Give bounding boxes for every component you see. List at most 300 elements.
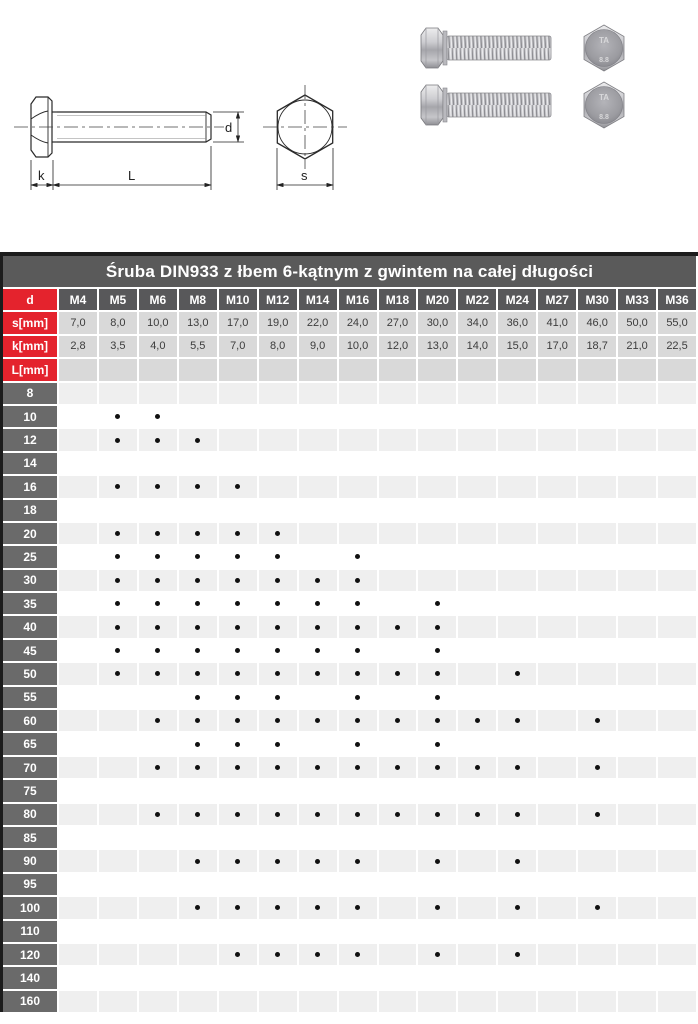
availability-25-m30 bbox=[578, 546, 616, 567]
availability-8-m30 bbox=[578, 383, 616, 404]
availability-dot bbox=[195, 718, 200, 723]
availability-dot bbox=[195, 554, 200, 559]
availability-80-m22 bbox=[458, 804, 496, 825]
availability-60-m6 bbox=[139, 710, 177, 731]
availability-120-m24 bbox=[498, 944, 536, 965]
length-label-55: 55 bbox=[3, 687, 57, 708]
availability-30-m24 bbox=[498, 570, 536, 591]
l-header-spacer-m20 bbox=[418, 359, 456, 380]
availability-30-m12 bbox=[259, 570, 297, 591]
availability-12-m8 bbox=[179, 429, 217, 450]
availability-20-m6 bbox=[139, 523, 177, 544]
availability-dot bbox=[435, 742, 440, 747]
availability-8-m27 bbox=[538, 383, 576, 404]
availability-120-m4 bbox=[59, 944, 97, 965]
availability-90-m14 bbox=[299, 850, 337, 871]
availability-55-m14 bbox=[299, 687, 337, 708]
availability-50-m4 bbox=[59, 663, 97, 684]
availability-110-m5 bbox=[99, 921, 137, 942]
availability-35-m8 bbox=[179, 593, 217, 614]
availability-140-m16 bbox=[339, 967, 377, 988]
availability-100-m10 bbox=[219, 897, 257, 918]
availability-dot bbox=[435, 905, 440, 910]
availability-75-m14 bbox=[299, 780, 337, 801]
availability-110-m12 bbox=[259, 921, 297, 942]
availability-80-m27 bbox=[538, 804, 576, 825]
availability-75-m10 bbox=[219, 780, 257, 801]
availability-70-m5 bbox=[99, 757, 137, 778]
availability-dot bbox=[275, 671, 280, 676]
availability-110-m8 bbox=[179, 921, 217, 942]
availability-10-m30 bbox=[578, 406, 616, 427]
k-value-m36: 22,5 bbox=[658, 336, 696, 357]
availability-dot bbox=[155, 438, 160, 443]
availability-dot bbox=[155, 812, 160, 817]
availability-110-m36 bbox=[658, 921, 696, 942]
availability-85-m14 bbox=[299, 827, 337, 848]
availability-95-m10 bbox=[219, 874, 257, 895]
availability-dot bbox=[195, 765, 200, 770]
availability-120-m18 bbox=[379, 944, 417, 965]
l-header-spacer-m12 bbox=[259, 359, 297, 380]
availability-14-m24 bbox=[498, 453, 536, 474]
availability-dot bbox=[155, 648, 160, 653]
bolt-photo-head-2 bbox=[584, 82, 624, 128]
availability-16-m22 bbox=[458, 476, 496, 497]
availability-30-m14 bbox=[299, 570, 337, 591]
availability-100-m4 bbox=[59, 897, 97, 918]
availability-20-m4 bbox=[59, 523, 97, 544]
availability-70-m18 bbox=[379, 757, 417, 778]
availability-80-m16 bbox=[339, 804, 377, 825]
availability-10-m10 bbox=[219, 406, 257, 427]
availability-18-m4 bbox=[59, 500, 97, 521]
availability-35-m36 bbox=[658, 593, 696, 614]
availability-30-m8 bbox=[179, 570, 217, 591]
availability-14-m36 bbox=[658, 453, 696, 474]
availability-12-m14 bbox=[299, 429, 337, 450]
availability-40-m18 bbox=[379, 616, 417, 637]
k-value-m12: 8,0 bbox=[259, 336, 297, 357]
din933-table bbox=[0, 252, 698, 1012]
availability-dot bbox=[515, 952, 520, 957]
top-section bbox=[0, 0, 698, 252]
availability-95-m16 bbox=[339, 874, 377, 895]
l-header-spacer-m5 bbox=[99, 359, 137, 380]
availability-65-m5 bbox=[99, 733, 137, 754]
availability-dot bbox=[355, 859, 360, 864]
availability-60-m20 bbox=[418, 710, 456, 731]
availability-55-m4 bbox=[59, 687, 97, 708]
availability-85-m33 bbox=[618, 827, 656, 848]
availability-40-m8 bbox=[179, 616, 217, 637]
availability-45-m24 bbox=[498, 640, 536, 661]
availability-160-m6 bbox=[139, 991, 177, 1012]
availability-70-m8 bbox=[179, 757, 217, 778]
availability-dot bbox=[275, 812, 280, 817]
availability-90-m10 bbox=[219, 850, 257, 871]
availability-dot bbox=[595, 905, 600, 910]
availability-dot bbox=[155, 578, 160, 583]
availability-dot bbox=[115, 601, 120, 606]
length-label-60: 60 bbox=[3, 710, 57, 731]
availability-dot bbox=[315, 952, 320, 957]
availability-140-m5 bbox=[99, 967, 137, 988]
availability-dot bbox=[435, 625, 440, 630]
length-label-90: 90 bbox=[3, 850, 57, 871]
availability-100-m16 bbox=[339, 897, 377, 918]
availability-dot bbox=[115, 484, 120, 489]
availability-30-m4 bbox=[59, 570, 97, 591]
length-label-95: 95 bbox=[3, 874, 57, 895]
head-stamp-brand: TA bbox=[598, 36, 610, 45]
availability-16-m14 bbox=[299, 476, 337, 497]
availability-dot bbox=[195, 859, 200, 864]
availability-dot bbox=[435, 718, 440, 723]
availability-35-m20 bbox=[418, 593, 456, 614]
length-label-160: 160 bbox=[3, 991, 57, 1012]
availability-8-m22 bbox=[458, 383, 496, 404]
availability-dot bbox=[195, 438, 200, 443]
availability-dot bbox=[275, 742, 280, 747]
availability-80-m5 bbox=[99, 804, 137, 825]
availability-dot bbox=[275, 578, 280, 583]
availability-14-m18 bbox=[379, 453, 417, 474]
availability-12-m6 bbox=[139, 429, 177, 450]
k-value-m22: 14,0 bbox=[458, 336, 496, 357]
availability-25-m36 bbox=[658, 546, 696, 567]
availability-75-m33 bbox=[618, 780, 656, 801]
availability-70-m27 bbox=[538, 757, 576, 778]
availability-dot bbox=[355, 742, 360, 747]
din-table-grid bbox=[3, 289, 696, 1012]
availability-20-m33 bbox=[618, 523, 656, 544]
availability-90-m8 bbox=[179, 850, 217, 871]
availability-dot bbox=[275, 601, 280, 606]
availability-90-m33 bbox=[618, 850, 656, 871]
availability-dot bbox=[235, 578, 240, 583]
s-value-m14: 22,0 bbox=[299, 312, 337, 333]
availability-dot bbox=[395, 765, 400, 770]
availability-100-m20 bbox=[418, 897, 456, 918]
availability-85-m10 bbox=[219, 827, 257, 848]
availability-10-m20 bbox=[418, 406, 456, 427]
col-header-m4: M4 bbox=[59, 289, 97, 310]
availability-14-m4 bbox=[59, 453, 97, 474]
availability-75-m20 bbox=[418, 780, 456, 801]
availability-80-m14 bbox=[299, 804, 337, 825]
availability-25-m22 bbox=[458, 546, 496, 567]
availability-85-m16 bbox=[339, 827, 377, 848]
availability-30-m30 bbox=[578, 570, 616, 591]
availability-dot bbox=[275, 531, 280, 536]
availability-dot bbox=[395, 671, 400, 676]
availability-8-m33 bbox=[618, 383, 656, 404]
availability-100-m36 bbox=[658, 897, 696, 918]
availability-50-m30 bbox=[578, 663, 616, 684]
availability-100-m30 bbox=[578, 897, 616, 918]
availability-70-m33 bbox=[618, 757, 656, 778]
availability-50-m20 bbox=[418, 663, 456, 684]
availability-dot bbox=[115, 671, 120, 676]
availability-95-m36 bbox=[658, 874, 696, 895]
availability-8-m16 bbox=[339, 383, 377, 404]
availability-dot bbox=[595, 765, 600, 770]
availability-10-m24 bbox=[498, 406, 536, 427]
availability-dot bbox=[515, 859, 520, 864]
s-value-m30: 46,0 bbox=[578, 312, 616, 333]
availability-20-m5 bbox=[99, 523, 137, 544]
availability-160-m24 bbox=[498, 991, 536, 1012]
availability-12-m36 bbox=[658, 429, 696, 450]
s-value-m5: 8,0 bbox=[99, 312, 137, 333]
availability-95-m8 bbox=[179, 874, 217, 895]
length-label-12: 12 bbox=[3, 429, 57, 450]
s-value-m4: 7,0 bbox=[59, 312, 97, 333]
availability-30-m27 bbox=[538, 570, 576, 591]
availability-70-m30 bbox=[578, 757, 616, 778]
availability-30-m20 bbox=[418, 570, 456, 591]
bolt-photo-side-2 bbox=[421, 85, 551, 125]
availability-95-m12 bbox=[259, 874, 297, 895]
availability-60-m10 bbox=[219, 710, 257, 731]
availability-dot bbox=[115, 414, 120, 419]
availability-12-m5 bbox=[99, 429, 137, 450]
availability-40-m5 bbox=[99, 616, 137, 637]
availability-dot bbox=[155, 718, 160, 723]
availability-60-m36 bbox=[658, 710, 696, 731]
availability-40-m14 bbox=[299, 616, 337, 637]
s-value-m36: 55,0 bbox=[658, 312, 696, 333]
availability-140-m27 bbox=[538, 967, 576, 988]
k-value-m18: 12,0 bbox=[379, 336, 417, 357]
availability-18-m22 bbox=[458, 500, 496, 521]
availability-110-m33 bbox=[618, 921, 656, 942]
availability-100-m24 bbox=[498, 897, 536, 918]
availability-35-m6 bbox=[139, 593, 177, 614]
availability-160-m30 bbox=[578, 991, 616, 1012]
availability-8-m24 bbox=[498, 383, 536, 404]
k-value-m27: 17,0 bbox=[538, 336, 576, 357]
s-value-m24: 36,0 bbox=[498, 312, 536, 333]
availability-dot bbox=[595, 812, 600, 817]
availability-35-m4 bbox=[59, 593, 97, 614]
availability-dot bbox=[115, 554, 120, 559]
availability-25-m18 bbox=[379, 546, 417, 567]
availability-14-m22 bbox=[458, 453, 496, 474]
availability-dot bbox=[235, 554, 240, 559]
availability-30-m33 bbox=[618, 570, 656, 591]
availability-55-m30 bbox=[578, 687, 616, 708]
availability-70-m22 bbox=[458, 757, 496, 778]
availability-45-m6 bbox=[139, 640, 177, 661]
availability-dot bbox=[155, 765, 160, 770]
availability-12-m20 bbox=[418, 429, 456, 450]
availability-dot bbox=[315, 812, 320, 817]
availability-55-m24 bbox=[498, 687, 536, 708]
l-header-spacer-m10 bbox=[219, 359, 257, 380]
availability-35-m16 bbox=[339, 593, 377, 614]
dimension-label-s: s bbox=[301, 168, 308, 183]
availability-16-m20 bbox=[418, 476, 456, 497]
availability-160-m18 bbox=[379, 991, 417, 1012]
availability-16-m27 bbox=[538, 476, 576, 497]
availability-65-m16 bbox=[339, 733, 377, 754]
availability-18-m30 bbox=[578, 500, 616, 521]
availability-100-m5 bbox=[99, 897, 137, 918]
availability-90-m18 bbox=[379, 850, 417, 871]
availability-80-m36 bbox=[658, 804, 696, 825]
availability-100-m22 bbox=[458, 897, 496, 918]
availability-95-m22 bbox=[458, 874, 496, 895]
availability-110-m18 bbox=[379, 921, 417, 942]
availability-40-m22 bbox=[458, 616, 496, 637]
availability-40-m12 bbox=[259, 616, 297, 637]
availability-14-m8 bbox=[179, 453, 217, 474]
availability-75-m27 bbox=[538, 780, 576, 801]
availability-20-m20 bbox=[418, 523, 456, 544]
availability-dot bbox=[195, 601, 200, 606]
k-row-label: k[mm] bbox=[3, 336, 57, 357]
availability-35-m5 bbox=[99, 593, 137, 614]
col-header-m27: M27 bbox=[538, 289, 576, 310]
availability-8-m18 bbox=[379, 383, 417, 404]
availability-100-m14 bbox=[299, 897, 337, 918]
availability-18-m36 bbox=[658, 500, 696, 521]
s-value-m8: 13,0 bbox=[179, 312, 217, 333]
s-value-m18: 27,0 bbox=[379, 312, 417, 333]
availability-14-m12 bbox=[259, 453, 297, 474]
availability-40-m36 bbox=[658, 616, 696, 637]
col-header-m5: M5 bbox=[99, 289, 137, 310]
availability-30-m5 bbox=[99, 570, 137, 591]
availability-dot bbox=[435, 812, 440, 817]
availability-dot bbox=[355, 671, 360, 676]
availability-120-m36 bbox=[658, 944, 696, 965]
availability-dot bbox=[115, 531, 120, 536]
availability-dot bbox=[315, 718, 320, 723]
length-label-14: 14 bbox=[3, 453, 57, 474]
availability-70-m6 bbox=[139, 757, 177, 778]
availability-55-m22 bbox=[458, 687, 496, 708]
availability-40-m27 bbox=[538, 616, 576, 637]
availability-10-m12 bbox=[259, 406, 297, 427]
k-value-m16: 10,0 bbox=[339, 336, 377, 357]
availability-12-m22 bbox=[458, 429, 496, 450]
availability-65-m12 bbox=[259, 733, 297, 754]
availability-60-m18 bbox=[379, 710, 417, 731]
availability-55-m27 bbox=[538, 687, 576, 708]
k-value-m6: 4,0 bbox=[139, 336, 177, 357]
availability-65-m4 bbox=[59, 733, 97, 754]
availability-25-m27 bbox=[538, 546, 576, 567]
length-label-10: 10 bbox=[3, 406, 57, 427]
availability-95-m6 bbox=[139, 874, 177, 895]
availability-dot bbox=[155, 601, 160, 606]
availability-65-m20 bbox=[418, 733, 456, 754]
availability-8-m36 bbox=[658, 383, 696, 404]
availability-dot bbox=[515, 671, 520, 676]
availability-75-m6 bbox=[139, 780, 177, 801]
availability-120-m16 bbox=[339, 944, 377, 965]
availability-70-m20 bbox=[418, 757, 456, 778]
availability-65-m36 bbox=[658, 733, 696, 754]
bolt-photo-side-1 bbox=[421, 28, 551, 68]
availability-45-m10 bbox=[219, 640, 257, 661]
availability-75-m16 bbox=[339, 780, 377, 801]
availability-30-m10 bbox=[219, 570, 257, 591]
availability-8-m8 bbox=[179, 383, 217, 404]
length-label-16: 16 bbox=[3, 476, 57, 497]
availability-140-m18 bbox=[379, 967, 417, 988]
availability-160-m27 bbox=[538, 991, 576, 1012]
availability-dot bbox=[155, 554, 160, 559]
availability-100-m27 bbox=[538, 897, 576, 918]
availability-65-m6 bbox=[139, 733, 177, 754]
col-header-m8: M8 bbox=[179, 289, 217, 310]
availability-dot bbox=[275, 718, 280, 723]
col-header-m6: M6 bbox=[139, 289, 177, 310]
availability-85-m4 bbox=[59, 827, 97, 848]
availability-50-m36 bbox=[658, 663, 696, 684]
availability-dot bbox=[275, 625, 280, 630]
availability-75-m12 bbox=[259, 780, 297, 801]
length-label-20: 20 bbox=[3, 523, 57, 544]
availability-18-m8 bbox=[179, 500, 217, 521]
availability-8-m6 bbox=[139, 383, 177, 404]
availability-dot bbox=[315, 601, 320, 606]
k-value-m10: 7,0 bbox=[219, 336, 257, 357]
bolt-photo-head-1 bbox=[584, 25, 624, 71]
availability-50-m12 bbox=[259, 663, 297, 684]
availability-dot bbox=[275, 859, 280, 864]
availability-dot bbox=[235, 648, 240, 653]
availability-dot bbox=[315, 648, 320, 653]
s-value-m33: 50,0 bbox=[618, 312, 656, 333]
availability-dot bbox=[435, 671, 440, 676]
availability-90-m30 bbox=[578, 850, 616, 871]
availability-65-m30 bbox=[578, 733, 616, 754]
availability-60-m22 bbox=[458, 710, 496, 731]
availability-140-m22 bbox=[458, 967, 496, 988]
availability-50-m33 bbox=[618, 663, 656, 684]
availability-45-m27 bbox=[538, 640, 576, 661]
availability-70-m4 bbox=[59, 757, 97, 778]
availability-dot bbox=[195, 531, 200, 536]
bolt-side-view-drawing bbox=[14, 97, 224, 157]
col-header-m24: M24 bbox=[498, 289, 536, 310]
availability-30-m6 bbox=[139, 570, 177, 591]
availability-10-m22 bbox=[458, 406, 496, 427]
availability-12-m27 bbox=[538, 429, 576, 450]
availability-10-m4 bbox=[59, 406, 97, 427]
availability-85-m5 bbox=[99, 827, 137, 848]
availability-100-m18 bbox=[379, 897, 417, 918]
availability-16-m36 bbox=[658, 476, 696, 497]
availability-16-m30 bbox=[578, 476, 616, 497]
availability-20-m14 bbox=[299, 523, 337, 544]
availability-18-m20 bbox=[418, 500, 456, 521]
availability-90-m22 bbox=[458, 850, 496, 871]
length-label-80: 80 bbox=[3, 804, 57, 825]
availability-80-m4 bbox=[59, 804, 97, 825]
availability-18-m27 bbox=[538, 500, 576, 521]
availability-dot bbox=[355, 765, 360, 770]
availability-10-m16 bbox=[339, 406, 377, 427]
availability-16-m16 bbox=[339, 476, 377, 497]
corner-label-d: d bbox=[3, 289, 57, 310]
availability-65-m33 bbox=[618, 733, 656, 754]
